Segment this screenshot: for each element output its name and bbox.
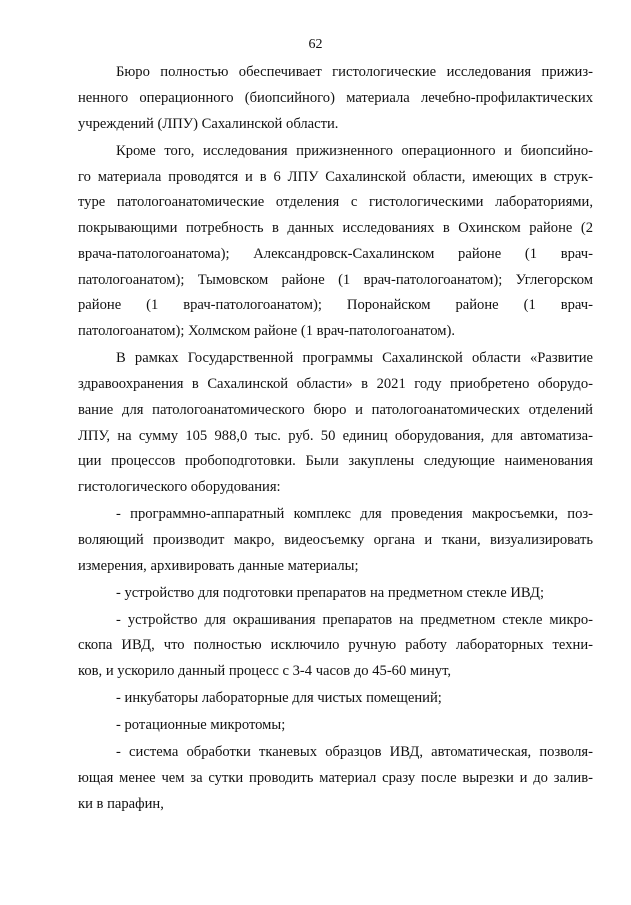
paragraph-line: В рамках Государственной программы Сахалинской области «Развитие	[116, 350, 593, 366]
list-item-line: - инкубаторы лабораторные для чистых помещений;	[116, 690, 442, 706]
paragraph-line: гистологического оборудования:	[78, 479, 281, 495]
paragraph-line: вание для патологоанатомического бюро и патологоанатомических отделений	[78, 402, 593, 418]
paragraph-line: ЛПУ, на сумму 105 988,0 тыс. руб. 50 единиц оборудования, для автоматиза-	[78, 428, 593, 444]
list-item-line: ков, и ускорило данный процесс с 3-4 часов до 45-60 минут,	[78, 663, 451, 679]
paragraph-line: го материала проводятся и в 6 ЛПУ Сахалинской области, имеющих в струк-	[78, 169, 593, 185]
page-number: 62	[308, 37, 323, 52]
list-item-line: измерения, архивировать данные материалы;	[78, 558, 359, 574]
list-item-line: - система обработки тканевых образцов ИВД, автоматическая, позволя-	[116, 744, 593, 760]
list-item-line: - устройство для подготовки препаратов на предметном стекле ИВД;	[116, 585, 545, 601]
paragraph-line: районе (1 врач-патологоанатом); Поронайском районе (1 врач-	[78, 297, 593, 313]
list-item-line: - программно-аппаратный комплекс для проведения макросъемки, поз-	[116, 506, 593, 522]
paragraph-line: ненного операционного (биопсийного) материала лечебно-профилактических	[78, 90, 593, 106]
paragraph-line: туре патологоанатомические отделения с гистологическими лабораториями,	[78, 194, 593, 210]
list-item-line: ки в парафин,	[78, 796, 164, 812]
paragraph-line: учреждений (ЛПУ) Сахалинской области.	[78, 116, 339, 132]
paragraph-line: ции процессов пробоподготовки. Были закуплены следующие наименования	[78, 453, 593, 469]
paragraph-line: здравоохранения в Сахалинской области» в 2021 году приобретено оборудо-	[78, 376, 593, 392]
list-item-line: скопа ИВД, что полностью исключило ручную работу лабораторных техни-	[78, 637, 593, 653]
paragraph-line: покрывающими потребность в данных исследованиях в Охинском районе (2	[78, 220, 593, 236]
paragraph-line: врача-патологоанатома); Александровск-Сахалинском районе (1 врач-	[78, 246, 593, 262]
paragraph-line: патологоанатом); Холмском районе (1 врач-патологоанатом).	[78, 323, 455, 339]
list-item-line: ющая менее чем за сутки проводить материал сразу после вырезки и до залив-	[78, 770, 593, 786]
list-item-line: - ротационные микротомы;	[116, 717, 286, 733]
paragraph-line: патологоанатом); Тымовском районе (1 врач-патологоанатом); Углегорском	[78, 272, 593, 288]
paragraph-line: Бюро полностью обеспечивает гистологические исследования прижиз-	[116, 64, 593, 80]
list-item-line: воляющий производит макро, видеосъемку органа и ткани, визуализировать	[78, 532, 593, 548]
list-item-line: - устройство для окрашивания препаратов на предметном стекле микро-	[116, 612, 593, 628]
paragraph-line: Кроме того, исследования прижизненного операционного и биопсийно-	[116, 143, 593, 159]
